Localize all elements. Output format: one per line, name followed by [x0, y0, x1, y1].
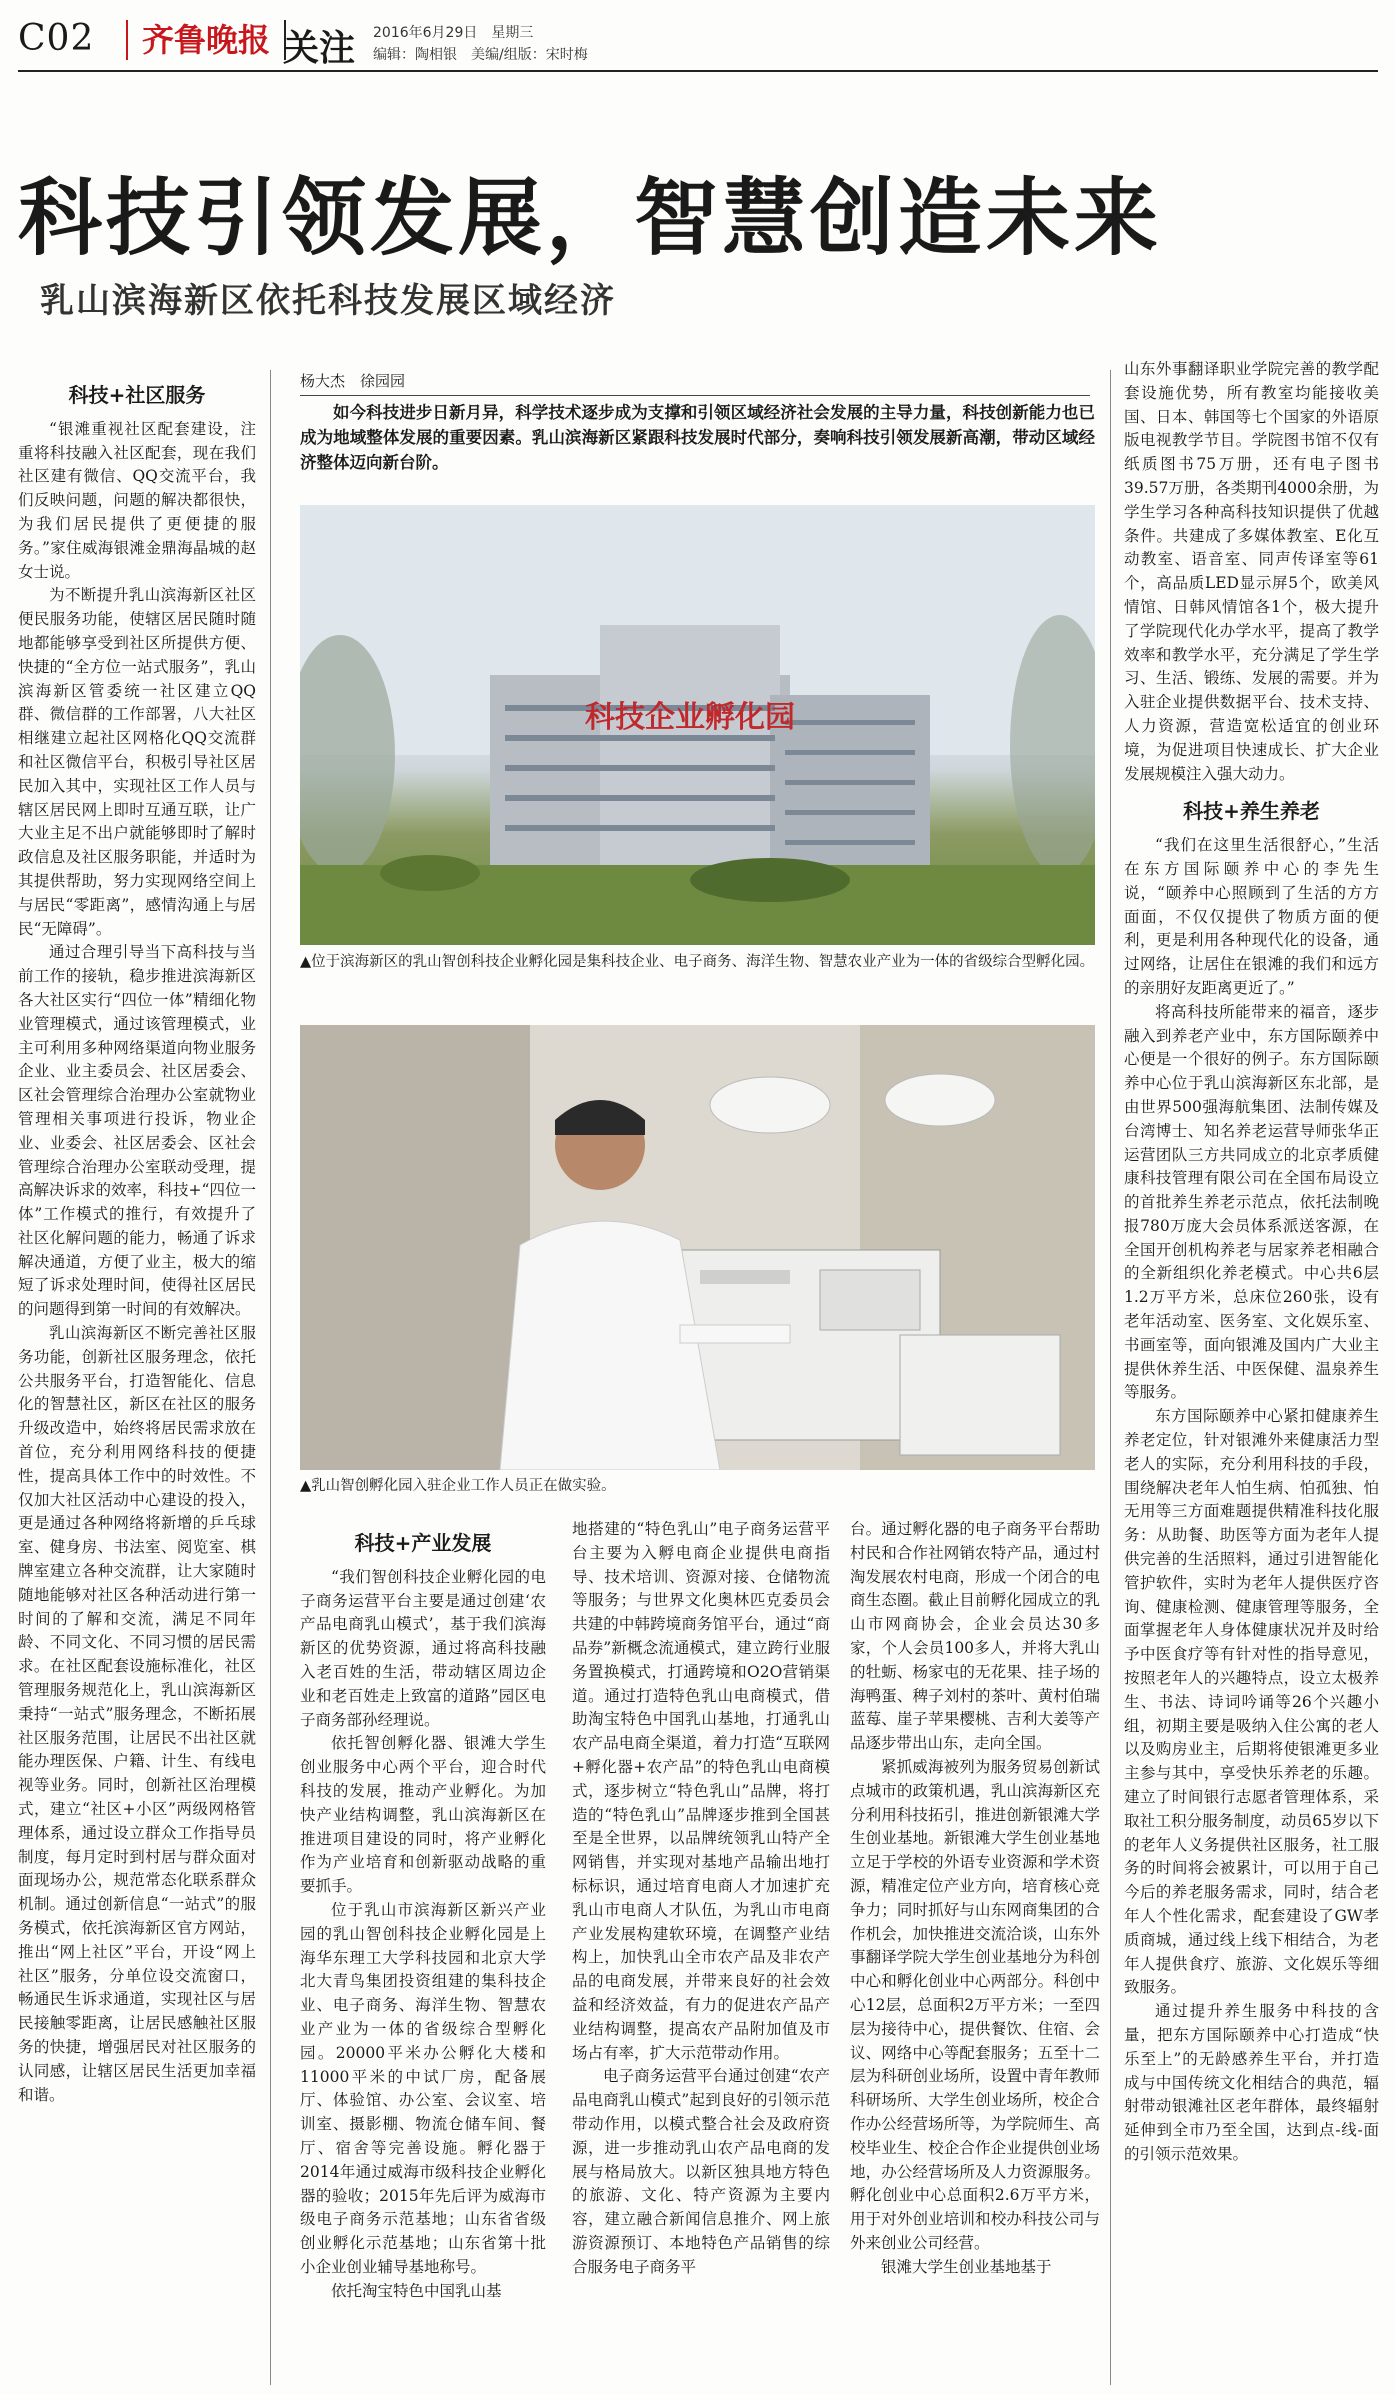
- paragraph: 山东外事翻译职业学院完善的教学配套设施优势，所有教室均能接收美国、日本、韩国等七个国家的外语原版电视教学节目。学院图书馆不仅有纸质图书75万册，还有电子图书39.57万册，各类期刊4000余册，为学生学习各种高科技知识提供了优越条件。共建成了多媒体教室、E化互动教室、语音室、同声传译室等61个，高品质LED显示屏5个，欧美风情馆、日韩风情馆各1个，极大提升了学院现代化办学水平，提高了教学效率和教学水平，充分满足了学生学习、生活、锻练、发展的需要。并为入驻企业提供数据平台、技术支持、人力资源，营造宽松适宜的创业环境，为促进项目快速成长、扩大企业发展规模注入强大动力。: [1124, 360, 1379, 783]
- building-illustration: [300, 505, 1095, 945]
- date-line: 2016年6月29日 星期三: [373, 25, 534, 41]
- lab-worker-photo: [300, 1025, 1095, 1470]
- column-elderly-care: [1124, 358, 1379, 2383]
- building-sign: 科技企业孵化园: [585, 700, 795, 735]
- incubator-building-photo: [300, 505, 1095, 945]
- column-divider: [1110, 370, 1111, 2385]
- subheadline: 乳山滨海新区依托科技发展区域经济: [40, 281, 616, 321]
- column-industry-continued: [572, 1518, 830, 2383]
- issue-meta: [373, 22, 588, 66]
- paragraph: 将高科技所能带来的福音，逐步融入到养老产业中，东方国际颐养中心便是一个很好的例子。东方国际颐养中心位于乳山滨海新区东北部，是由世界500强海航集团、法制传媒及台湾博士、知名养老运营导师张华正运营团队三方共同成立的北京孝质健康科技管理有限公司在全国布局设立的首批养生养老示范点，依托法制晚报780万庞大会员体系派送客源，在全国开创机构养老与居家养老相融合的全新组织化养老模式。中心共6层1.2万平方米，总床位260张，设有老年活动室、医务室、文化娱乐室、书画室等，面向银滩及国内广大业主提供休养生活、中医保健、温泉养生等服务。: [1124, 1002, 1379, 1402]
- paragraph: 通过合理引导当下高科技与当前工作的接轨，稳步推进滨海新区各大社区实行“四位一体”精细化物业管理模式，通过该管理模式，业主可利用多种网络渠道向物业服务企业、业主委员会、社区居委会、区社会管理综合治理办公室就物业管理相关事项进行投诉，物业企业、业委会、社区居委会、区社会管理综合治理办公室联动受理，提高解决诉求的效率，科技+“四位一体”工作模式的推行，有效提升了社区化解问题的能力，畅通了诉求解决通道，方便了业主，极大的缩短了诉求处理时间，使得社区居民的问题得到第一时间的有效解决。: [18, 943, 256, 1319]
- column-divider: [270, 370, 271, 2385]
- paragraph: “我们智创科技企业孵化园的电子商务运营平台主要是通过创建‘农产品电商乳山模式’，基于我们滨海新区的优势资源，通过将高科技融入老百姓的生活，带动辖区周边企业和老百姓走上致富的道路”园区电子商务部孙经理说。: [300, 1567, 546, 1729]
- section-title: 关注: [283, 28, 356, 69]
- newspaper-logo: 齐鲁晚报: [126, 20, 286, 60]
- section-heading: 科技+养生养老: [1183, 799, 1320, 824]
- editor-line: 编辑：陶相银 美编/组版：宋时梅: [373, 47, 588, 63]
- paragraph: 位于乳山市滨海新区新兴产业园的乳山智创科技企业孵化园是上海华东理工大学科技园和北京大学北大青鸟集团投资组建的集科技企业、电子商务、海洋生物、智慧农业产业为一体的省级综合型孵化园。20000平米办公孵化大楼和11000平米的中试厂房，配备展厅、体验馆、办公室、会议室、培训室、摄影棚、物流仓储车间、餐厅、宿舍等完善设施。孵化器于2014年通过威海市级科技企业孵化器的验收；2015年先后评为威海市级电子商务示范基地；山东省省级创业孵化示范基地；山东省第十批小企业创业辅导基地称号。: [300, 1900, 546, 2276]
- masthead-rule: [18, 70, 1378, 72]
- photo2-caption: ▲乳山智创孵化园入驻企业工作人员正在做实验。: [300, 1478, 616, 1494]
- paragraph: 乳山滨海新区不断完善社区服务功能，创新社区服务理念，依托公共服务平台，打造智能化、信息化的智慧社区，新区在社区的服务升级改造中，始终将居民需求放在首位，充分利用网络科技的便捷性，提高具体工作中的时效性。不仅加大社区活动中心建设的投入，更是通过各种网络将新增的乒乓球室、健身房、书法室、阅览室、棋牌室建立各种交流群，让大家随时随地能够对社区各种活动进行第一时间的了解和交流，满足不同年龄、不同文化、不同习惯的居民需求。在社区配套设施标准化，社区管理服务规范化上，乳山滨海新区秉持“一站式”服务理念，不断拓展社区服务范围，让居民不出社区就能办理医保、户籍、计生、有线电视等业务。同时，创新社区治理模式，建立“社区+小区”两级网格管理体系，通过设立群众工作指导员制度，每月定时到村居与群众面对面现场办公，规范常态化联系群众机制。通过创新信息“一站式”的服务模式，依托滨海新区官方网站，推出“网上社区”平台，开设“网上社区”服务，分单位设交流窗口，畅通民生诉求通道，实现社区与居民接触零距离，让居民感触社区服务的快捷，增强居民对社区服务的认同感，让辖区居民生活更加幸福和谐。: [18, 1324, 256, 2104]
- paragraph: 东方国际颐养中心紧扣健康养生养老定位，针对银滩外来健康活力型老人的实际，充分利用科技的手段，围绕解决老年人怕生病、怕孤独、怕无用等三方面难题提供精准科技化服务：从助餐、助医等方面为老年人提供完善的生活照料，通过引进智能化管护软件，实时为老年人提供医疗咨询、健康检测、健康管理等服务，全面掌握老年人身体健康状况并及时给予中医食疗等有针对性的指导意见，按照老年人的兴趣特点，设立太极养生、书法、诗词吟诵等26个兴趣小组，初期主要是吸纳入住公寓的老人以及购房业主，后期将使银滩更多业主参与其中，享受快乐养老的乐趣。建立了时间银行志愿者管理体系，采取社工积分服务制度，动员65岁以下的老年人义务提供社区服务，社工服务的时间将会被累计，可以用于自己今后的养老服务需求，同时，结合老年人个性化需求，配套建设了GW孝质商城，通过线上线下相结合，为老年人提供食疗、旅游、文化娱乐等细致服务。: [1124, 1407, 1379, 1997]
- paragraph: 电子商务运营平台通过创建“农产品电商乳山模式”起到良好的引领示范带动作用，以模式整合社会及政府资源，进一步推动乳山农产品电商的发展与格局放大。以新区独具地方特色的旅游、文化、特产资源为主要内容，建立融合新闻信息推介、网上旅游资源预订、本地特色产品销售的综合服务电子商务平: [572, 2067, 830, 2276]
- paragraph: 通过提升养生服务中科技的含量，把东方国际颐养中心打造成“快乐至上”的无龄感养生平台，并打造成与中国传统文化相结合的典范，辐射带动银滩社区老年群体，最终辐射延伸到全市乃至全国，达到点-线-面的引领示范效果。: [1124, 2002, 1379, 2163]
- paragraph: 为不断提升乳山滨海新区社区便民服务功能，使辖区居民随时随地都能够享受到社区所提供方便、快捷的“全方位一站式服务”，乳山滨海新区管委统一社区建立QQ群、微信群的工作部署，八大社区相继建立起社区网格化QQ交流群和社区微信平台，积极引导社区居民加入其中，实现社区工作人员与辖区居民网上即时互通互联，让广大业主足不出户就能够即时了解时政信息及社区服务职能，并适时为其提供帮助，努力实现网络空间上与居民“零距离”，感情沟通上与居民“无障碍”。: [18, 586, 256, 938]
- paragraph: 依托淘宝特色中国乳山基: [331, 2281, 502, 2300]
- column-industry-continued-2: [850, 1518, 1100, 2383]
- byline: 杨大杰 徐园园: [300, 370, 1090, 396]
- paragraph: “我们在这里生活很舒心，”生活在东方国际颐养中心的李先生说，“颐养中心照顾到了生活的方方面面，不仅仅提供了物质方面的便利，更是利用各种现代化的设备，通过网络，让居住在银滩的我们和远方的亲朋好友距离更近了。”: [1124, 836, 1379, 997]
- masthead: [18, 12, 1378, 74]
- paragraph: 依托智创孵化器、银滩大学生创业服务中心两个平台，迎合时代科技的发展，推动产业孵化。为加快产业结构调整，乳山滨海新区在推进项目建设的同时，将产业孵化作为产业培育和创新驱动战略的重要抓手。: [300, 1734, 546, 1896]
- column-community-service: [18, 380, 256, 2380]
- paragraph: 银滩大学生创业基地基于: [881, 2257, 1052, 2276]
- column-industry-development: [300, 1528, 546, 2383]
- section-heading: 科技+社区服务: [68, 383, 206, 407]
- lab-illustration: [300, 1025, 1095, 1470]
- photo1-caption: ▲位于滨海新区的乳山智创科技企业孵化园是集科技企业、电子商务、海洋生物、智慧农业产业为一体的省级综合型孵化园。: [300, 954, 1095, 970]
- paragraph: “银滩重视社区配套建设，注重将科技融入社区配套，现在我们社区建有微信、QQ交流平台，我们反映问题，问题的解决都很快，为我们居民提供了更便捷的服务。”家住威海银滩金鼎海晶城的赵女士说。: [18, 419, 256, 581]
- paragraph: 地搭建的“特色乳山”电子商务运营平台主要为入孵电商企业提供电商指导、技术培训、资源对接、仓储物流等服务；与世界文化奥林匹克委员会共建的中韩跨境商务馆平台，通过“商品券”新概念流通模式，建立跨行业服务置换模式，打通跨境和O2O营销渠道。通过打造特色乳山电商模式，借助淘宝特色中国乳山基地，打通乳山农产品电商全渠道，着力打造“互联网+孵化器+农产品”的特色乳山电商模式，逐步树立“特色乳山”品牌，将打造的“特色乳山”品牌逐步推到全国甚至是全世界，以品牌统领乳山特产全网销售，并实现对基地产品输出地打标标识，通过培育电商人才加速扩充乳山市电商人才队伍，为乳山市电商产业发展构建软环境，在调整产业结构上，加快乳山全市农产品及非农产品的电商发展，并带来良好的社会效益和经济效益，有力的促进农产品产业结构调整，提高农产品附加值及市场占有率，扩大示范带动作用。: [572, 1520, 830, 2062]
- headline: 科技引领发展，智慧创造未来: [18, 169, 1163, 267]
- paragraph: 台。通过孵化器的电子商务平台帮助村民和合作社网销农特产品，通过村淘发展农村电商，形成一个闭合的电商生态圈。截止目前孵化园成立的乳山市网商协会，企业会员达30多家，个人会员100多人，并将大乳山的牡蛎、杨家屯的无花果、挂子场的海鸭蛋、稗子刘村的茶叶、黄村伯瑞蓝莓、崖子苹果樱桃、吉利大姜等产品逐步带出山东，走向全国。: [850, 1520, 1100, 1753]
- page-number: C02: [18, 18, 95, 59]
- lead-paragraph: 如今科技进步日新月异，科学技术逐步成为支撑和引领区域经济社会发展的主导力量，科技创新能力也已成为地域整体发展的重要因素。乳山滨海新区紧跟科技发展时代部分，奏响科技引领发展新高潮，带动区域经济整体迈向新台阶。: [300, 403, 1095, 472]
- section-heading: 科技+产业发展: [354, 1531, 492, 1555]
- paragraph: 紧抓威海被列为服务贸易创新试点城市的政策机遇，乳山滨海新区充分利用科技拓引，推进创新银滩大学生创业基地。新银滩大学生创业基地立足于学校的外语专业资源和学术资源，精准定位产业方向，培育核心竞争力；同时抓好与山东网商集团的合作机会，加快推进交流洽谈，山东外事翻译学院大学生创业基地分为科创中心和孵化创业中心两部分。科创中心12层，总面积2万平方米；一至四层为接待中心，提供餐饮、住宿、会议、网络中心等配套服务；五至十二层为科研创业场所，设置中青年教师科研场所、大学生创业场所，校企合作办公经营场所等，为学院师生、高校毕业生、校企合作企业提供创业场地，办公经营场所及人力资源服务。孵化创业中心总面积2.6万平方米，用于对外创业培训和校办科技公司与外来创业公司经营。: [850, 1757, 1100, 2252]
